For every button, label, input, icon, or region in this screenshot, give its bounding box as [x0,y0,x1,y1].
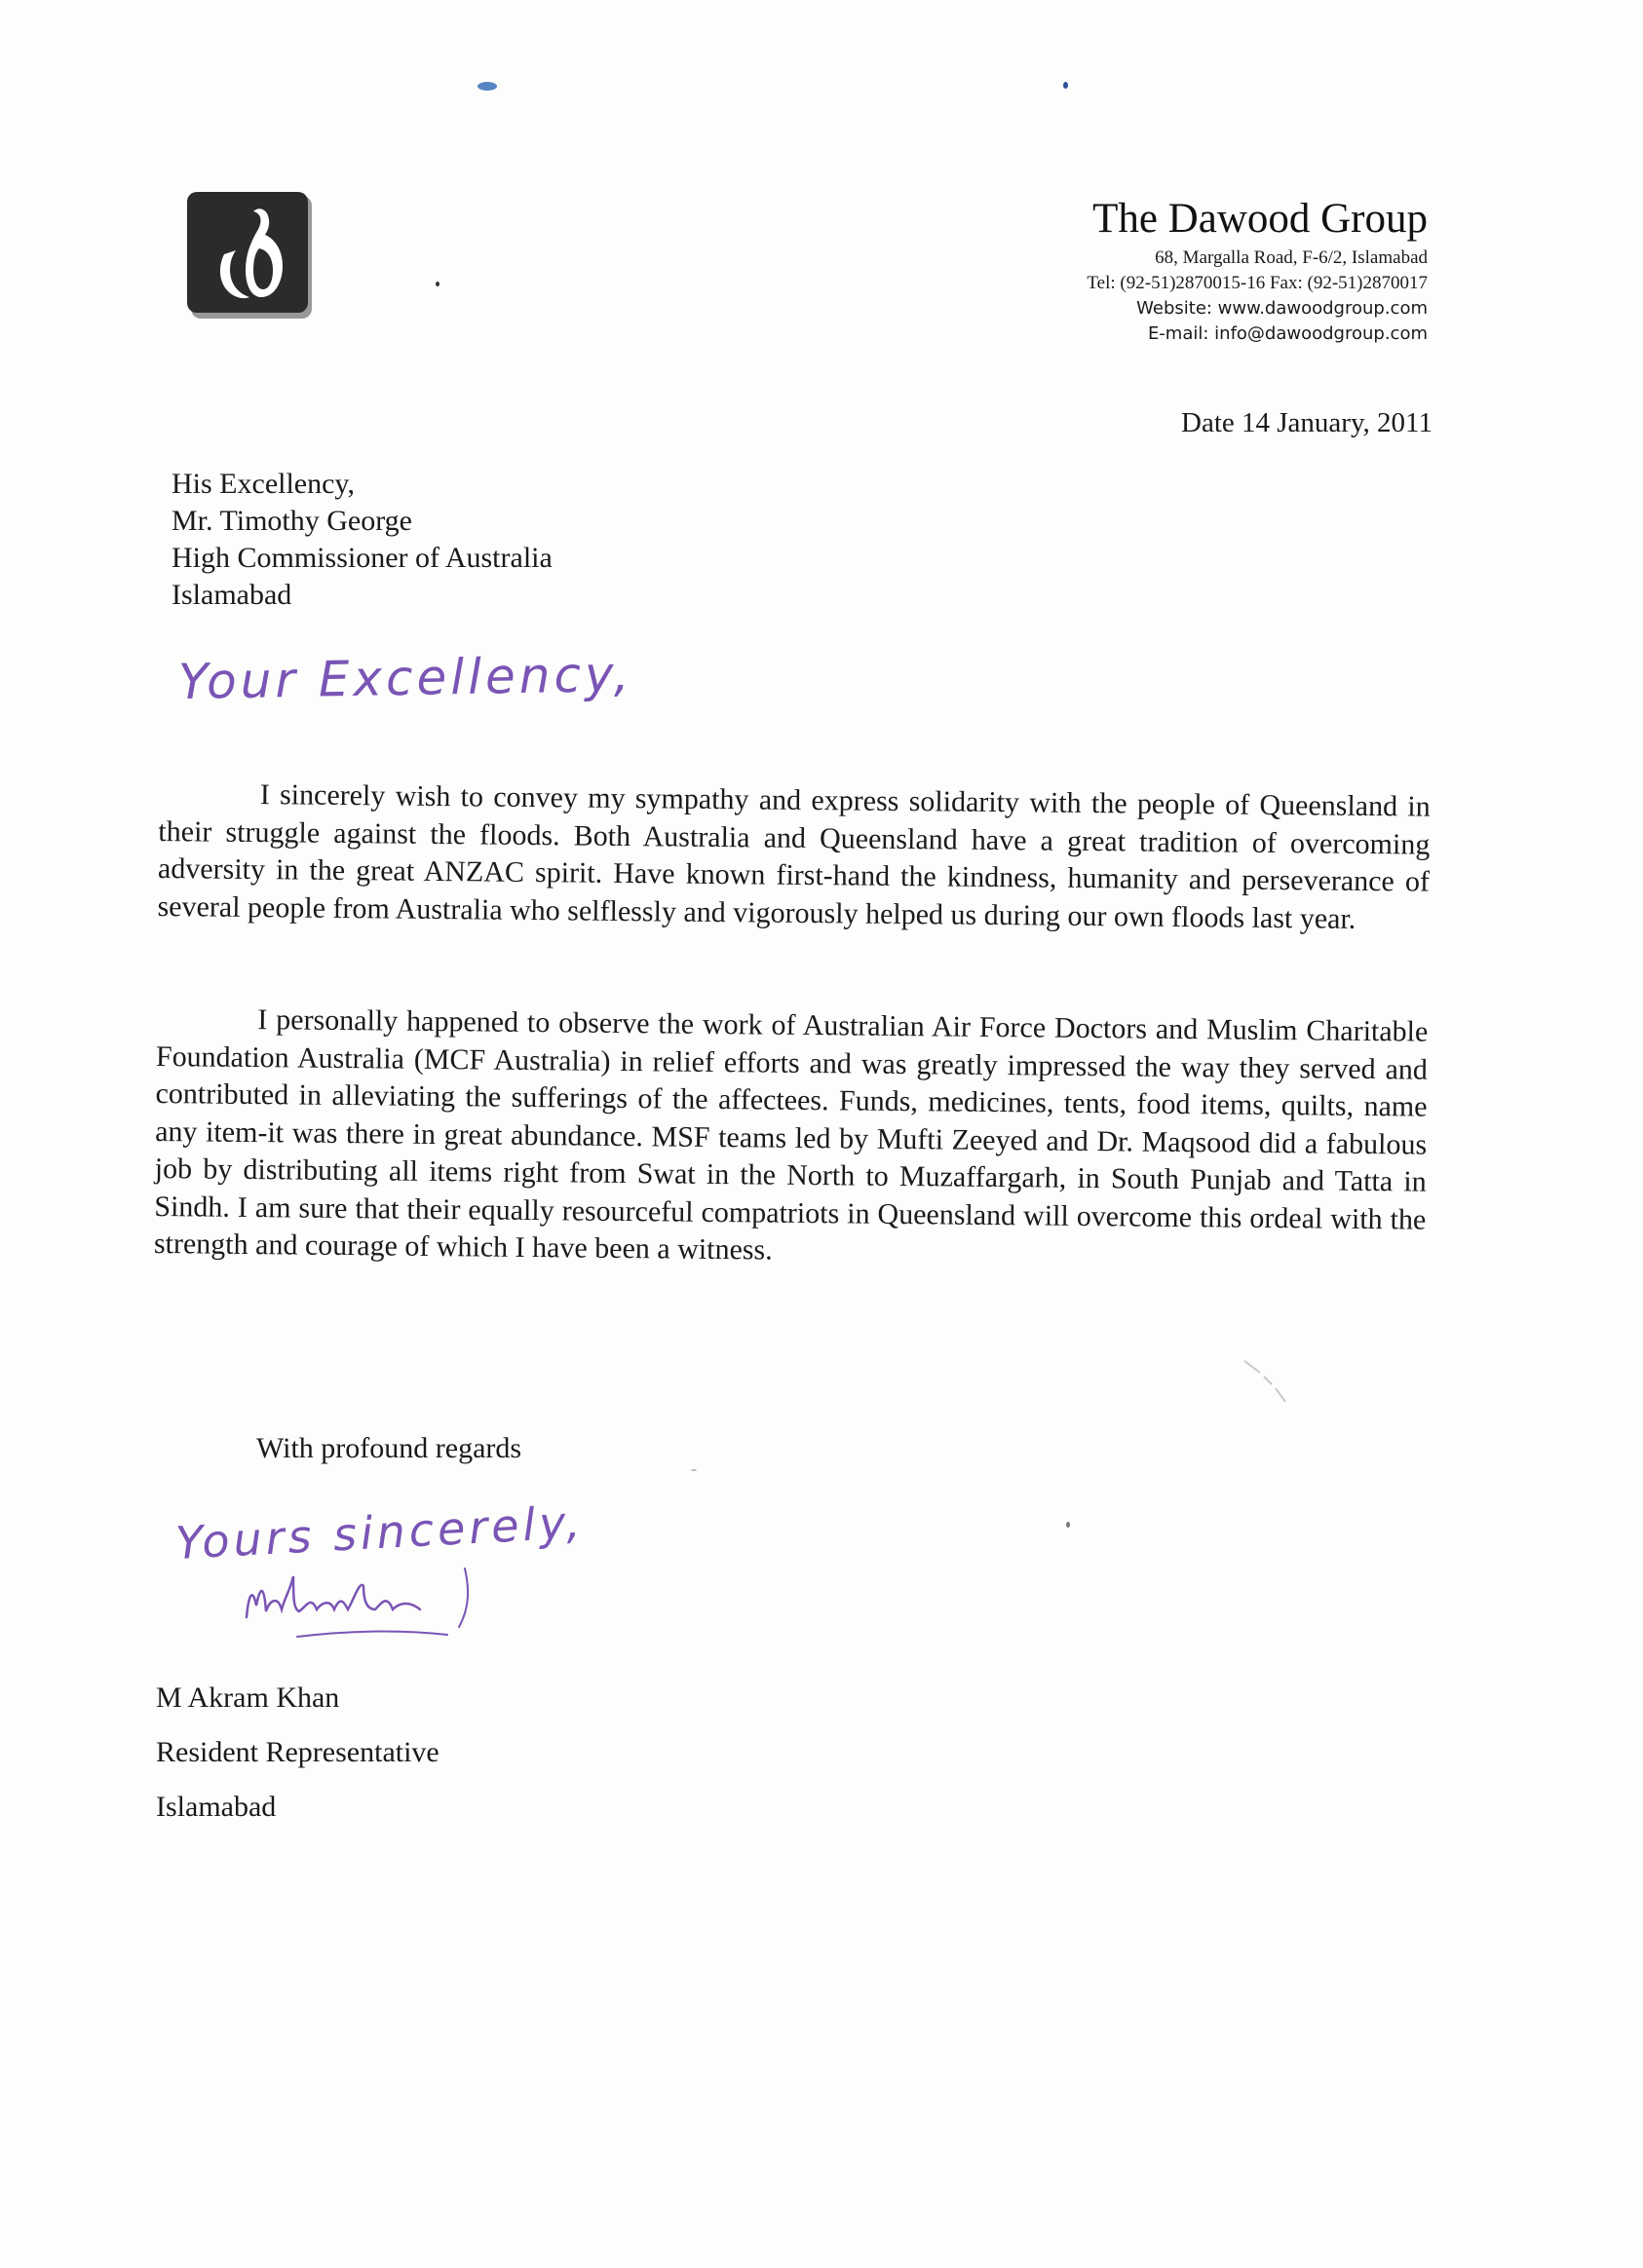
handwritten-signature [239,1567,492,1656]
recipient-title: High Commissioner of Australia [172,542,553,574]
recipient-name: Mr. Timothy George [172,505,412,537]
company-name: The Dawood Group [1092,196,1428,242]
recipient-honorific: His Excellency, [172,468,355,500]
handwritten-signoff: Yours sincerely, [173,1495,586,1569]
company-logo [185,192,316,322]
scan-speck [1063,82,1068,89]
signer-name: M Akram Khan [156,1682,340,1714]
signer-block [156,1671,439,1834]
scan-scratch [1242,1359,1291,1408]
letterhead [1087,195,1428,347]
scan-speck [691,1469,697,1471]
company-website: Website: www.dawoodgroup.com [1136,298,1428,319]
company-phone: Tel: (92-51)2870015-16 Fax: (92-51)2870017 [1087,273,1428,293]
body-paragraph-2: I personally happened to observe the work of Australian Air Force Doctors and Muslim Charitable Foundation Australia (MCF Australia) in relief efforts and was greatly impressed the way they served and contributed in alleviating the sufferings of the affectees. Funds, medicines, tents, food items, quilts, name any item-it was there in great abundance. MSF teams led by Mufti Zeeyed and Dr. Maqsood did a fabulous job by distributing all items right from Swat in the North to Muzaffargarh, in South Punjab and Tatta in Sindh. I am sure that their equally resourceful compatriots in Queensland will overcome this ordeal with the strength and courage of which I have been a witness. [153,1003,1429,1266]
company-address: 68, Margalla Road, F-6/2, Islamabad [1155,247,1428,268]
scan-speck [436,282,439,286]
company-email: E-mail: info@dawoodgroup.com [1147,323,1428,344]
recipient-city: Islamabad [172,579,292,611]
stylized-d-logo-icon [185,192,316,322]
handwritten-salutation: Your Excellency, [177,645,634,711]
letter-date: Date 14 January, 2011 [1181,407,1433,438]
recipient-block [172,466,553,614]
closing-line: With profound regards [256,1432,522,1464]
signature-scribble [239,1567,492,1656]
body-paragraph-1: I sincerely wish to convey my sympathy and express solidarity with the people of Queensland in their struggle against the floods. Both Australia and Queensland have a great tradition of overcoming adversity in the great ANZAC spirit. Have known first-hand the kindness, humanity and perseverance of several people from Australia who selflessly and vigorously helped us during our own floods last year. [157,778,1431,935]
signer-title: Resident Representative [156,1736,439,1768]
signer-location: Islamabad [156,1791,277,1823]
scan-speck [478,82,497,91]
scan-speck [1066,1522,1070,1528]
letter-body [154,775,1431,1276]
